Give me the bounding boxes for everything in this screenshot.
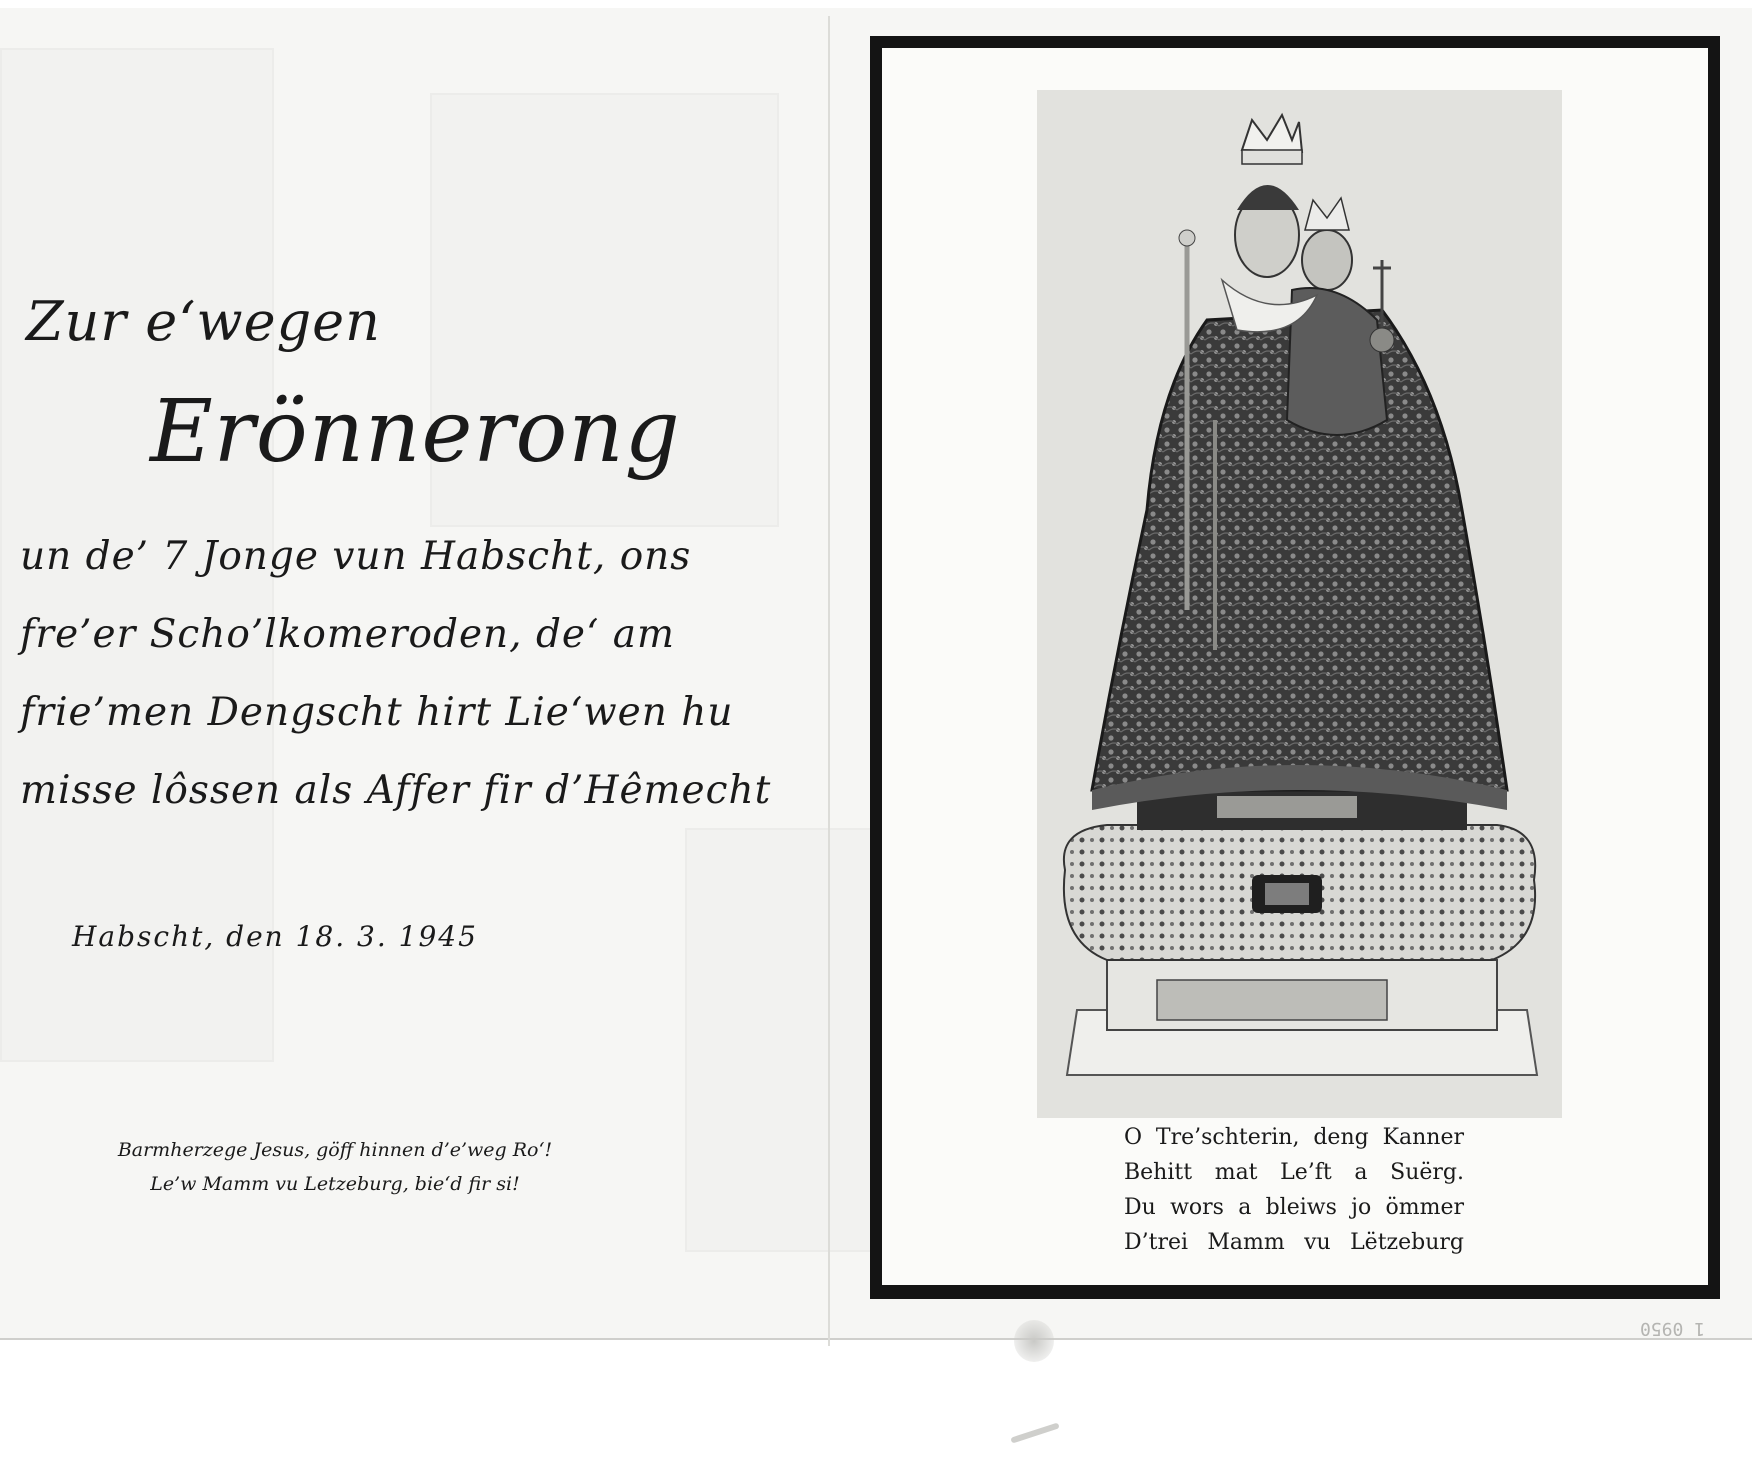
- madonna-statue-image: [1037, 90, 1562, 1118]
- serial-number: 1 0950: [1640, 1318, 1706, 1339]
- card-fold-line: [828, 16, 830, 1346]
- dedication-line: un de’ 7 Jonge vun Habscht, ons: [20, 534, 692, 579]
- dedication-line: fre’er Scho’lkomeroden, de‘ am: [20, 612, 676, 657]
- prayer-line: Le’w Mamm vu Letzeburg, bie‘d fir si!: [150, 1173, 520, 1195]
- heading-zur-ewegen: Zur e‘wegen: [26, 290, 381, 353]
- heading-eronnerong: Erönnerong: [150, 382, 681, 482]
- dedication-line: misse lôssen als Affer fir d’Hêmecht: [20, 768, 772, 813]
- caption-line: Du wors a bleiws jo ömmer: [1124, 1195, 1464, 1220]
- paper-scratch: [1010, 1422, 1059, 1443]
- dedication-line: frie’men Dengscht hirt Lie‘wen hu: [20, 690, 734, 735]
- right-panel-bordered: [870, 36, 1720, 1299]
- left-panel: [0, 8, 828, 1338]
- prayer-line: Barmherzege Jesus, göff hinnen d’e’weg Ro‘!: [117, 1139, 553, 1161]
- hymn-caption: [1124, 1120, 1464, 1260]
- caption-line: O Tre’schterin, deng Kanner: [1124, 1125, 1464, 1150]
- place-date: Habscht, den 18. 3. 1945: [72, 920, 478, 953]
- ink-smudge: [1014, 1320, 1054, 1362]
- caption-line: Behitt mat Le’ft a Suërg.: [1124, 1160, 1464, 1185]
- madonna-statue-icon: [1037, 90, 1562, 1118]
- dedication-text: [20, 518, 772, 830]
- prayer: [100, 1133, 570, 1201]
- caption-line: D’trei Mamm vu Lëtzeburg: [1124, 1230, 1464, 1255]
